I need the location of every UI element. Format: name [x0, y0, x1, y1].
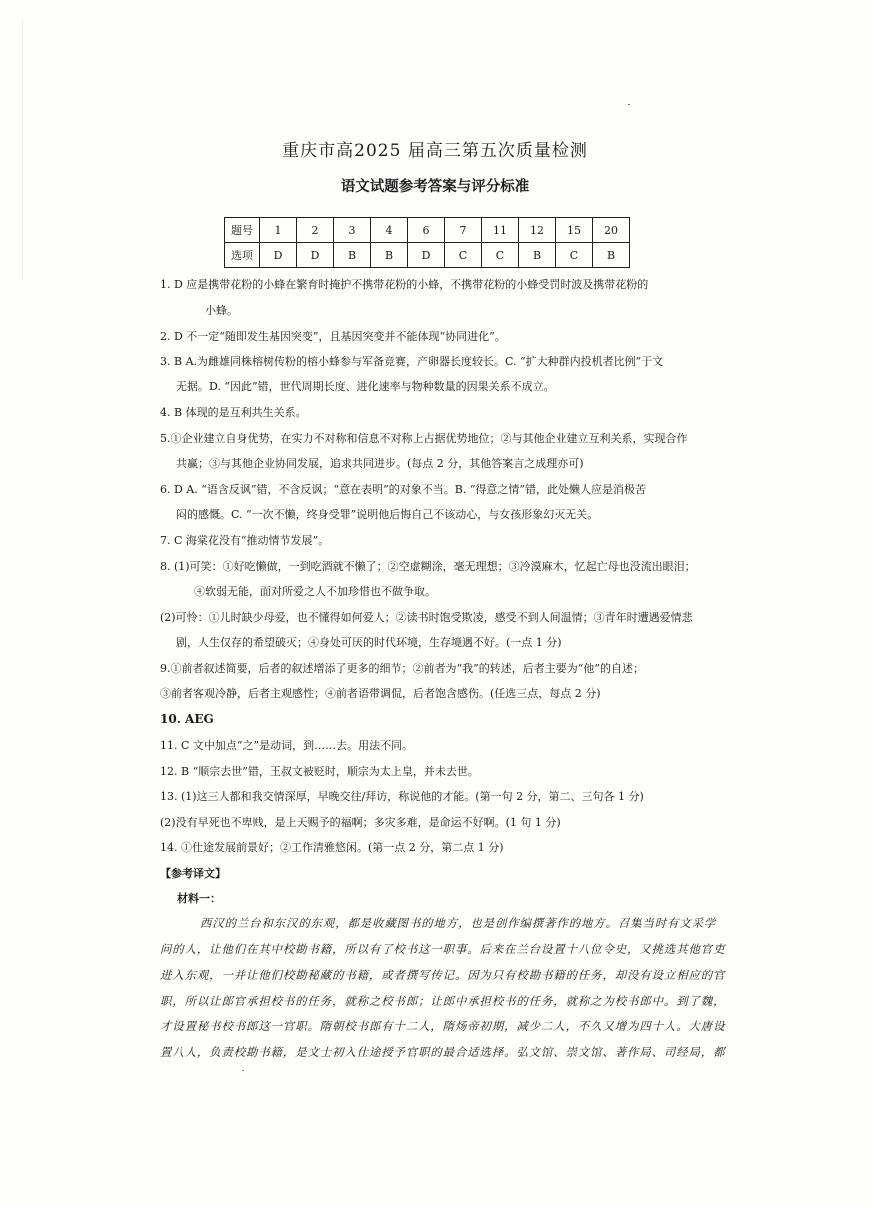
answer-line: 小蜂。: [205, 304, 238, 317]
answer-choice: B: [334, 243, 371, 268]
answer-line: (2)可怜：①儿时缺少母爱，也不懂得如何爱人；②读书时饱受欺凌，感受不到人间温情；③青年时遭遇爱情悲: [160, 611, 693, 624]
translation-line: 问的人，让他们在其中校勘书籍，所以有了校书这一职事。后来在兰台设置十八位令史，又挑选其他官吏: [160, 942, 726, 956]
question-number: 1: [260, 218, 297, 243]
translation-line: 进入东观，一并让他们校勘秘藏的书籍，或者撰写传记。因为只有校勘书籍的任务，却没有设立相应的官: [160, 968, 726, 982]
question-number: 20: [593, 218, 630, 243]
answer-choice: D: [297, 243, 334, 268]
answer-choice: B: [371, 243, 408, 268]
translation-line: 职，所以让郎官承担校书的任务，就称之校书郎；让郎中承担校书的任务，就称之为校书郎中。到了魏，: [160, 994, 726, 1008]
translation-line: 置八人，负责校勘书籍，是文士初入仕途授予官职的最合适选择。弘文馆、崇文馆、著作局、司经局，都: [160, 1045, 726, 1059]
question-number: 4: [371, 218, 408, 243]
answer-line: 10. AEG: [160, 712, 214, 726]
answer-line: 14. ①仕途发展前景好；②工作清雅悠闲。(第一点 2 分，第二点 1 分): [160, 841, 504, 854]
answer-table-number-row: [225, 218, 630, 243]
answer-line: (2)没有早死也不卑贱，是上天赐予的福啊；多灾多难，是命运不好啊。(1 句 1 分): [160, 816, 561, 829]
answer-line: 5.①企业建立自身优势，在实力不对称和信息不对称上占据优势地位；②与其他企业建立互利关系，实现合作: [160, 432, 688, 445]
question-number: 2: [297, 218, 334, 243]
answer-line: ④软弱无能，面对所爱之人不加珍惜也不做争取。: [194, 585, 436, 598]
answer-table-choice-label: 选项: [225, 243, 260, 268]
answer-line: 3. B A.为雌雄同株榕树传粉的榕小蜂参与军备竞赛，产卵器长度较长。C. “扩大种群内投机者比例”于文: [160, 355, 664, 368]
translation-line: 西汉的兰台和东汉的东观，都是收藏图书的地方，也是创作编撰著作的地方。召集当时有文采学: [200, 916, 717, 930]
answer-choice: C: [482, 243, 519, 268]
answer-table-choice-row: [225, 243, 630, 268]
answer-line: 6. D A. “语含反讽”错，不含反讽；“意在表明”的对象不当。B. “得意之情”错，此处懒人应是消极苦: [160, 483, 647, 496]
question-number: 3: [334, 218, 371, 243]
answer-table: [224, 217, 630, 268]
translation-line: 才设置秘书校书郎这一官职。隋朝校书郎有十二人，隋炀帝初期，减少二人，不久又增为四十人。大唐设: [160, 1019, 726, 1033]
reference-translation-heading: 【参考译文】: [160, 867, 226, 880]
answer-line: 9.①前者叙述简要，后者的叙述增添了更多的细节；②前者为“我”的转述，后者主要为“他”的自述；: [160, 662, 644, 675]
answer-line: 共赢；③与其他企业协同发展，追求共同进步。(每点 2 分，其他答案言之成理亦可): [176, 457, 584, 470]
answer-line: 4. B 体现的是互利共生关系。: [160, 406, 307, 419]
question-number: 7: [445, 218, 482, 243]
question-number: 11: [482, 218, 519, 243]
question-number: 6: [408, 218, 445, 243]
answer-choice: C: [445, 243, 482, 268]
scan-speck: [628, 104, 630, 105]
answer-table-header-label: 题号: [225, 218, 260, 243]
answer-line: 闷的感慨。C. “一次不懒，终身受罪”说明他后悔自己不该动心，与女孩形象幻灭无关。: [176, 508, 599, 521]
answer-choice: C: [556, 243, 593, 268]
answer-choice: D: [260, 243, 297, 268]
answer-choice: B: [593, 243, 630, 268]
answer-line: 1. D 应是携带花粉的小蜂在繁育时掩护不携带花粉的小蜂，不携带花粉的小蜂受罚时波及携带花粉的: [160, 278, 649, 291]
answer-line: 2. D 不一定“随即发生基因突变”，且基因突变并不能体现“协同进化”。: [160, 330, 506, 343]
document-title: 重庆市高2025 届高三第五次质量检测: [282, 141, 588, 161]
answer-line: 13. (1)这三人都和我交情深厚，早晚交往/拜访，称说他的才能。(第一句 2 分，第二、三句各 1 分): [160, 790, 644, 803]
question-number: 12: [519, 218, 556, 243]
answer-line: 11. C 文中加点“之”是动词，到……去。用法不同。: [160, 739, 414, 752]
answer-line: 8. (1)可笑：①好吃懒做，一到吃酒就不懒了；②空虚糊涂，毫无理想；③冷漠麻木，忆起亡母也没流出眼泪；: [160, 560, 696, 573]
answer-choice: B: [519, 243, 556, 268]
answer-line: 无据。D. “因此”错，世代周期长度、进化速率与物种数量的因果关系不成立。: [176, 380, 555, 393]
answer-line: 12. B “顺宗去世”错，王叔文被贬时，顺宗为太上皇，并未去世。: [160, 765, 479, 778]
material-heading: 材料一：: [177, 892, 221, 905]
answer-line: 剧，人生仅存的希望破灭；④身处可厌的时代环境，生存境遇不好。(一点 1 分): [176, 636, 562, 649]
answer-line: ③前者客观冷静，后者主观感性；④前者语带调侃，后者饱含感伤。(任选三点，每点 2 分): [160, 687, 601, 700]
answer-choice: D: [408, 243, 445, 268]
question-number: 15: [556, 218, 593, 243]
answer-line: 7. C 海棠花没有“推动情节发展”。: [160, 534, 330, 547]
scan-speck: [242, 1070, 244, 1071]
document-subtitle: 语文试题参考答案与评分标准: [340, 179, 530, 195]
